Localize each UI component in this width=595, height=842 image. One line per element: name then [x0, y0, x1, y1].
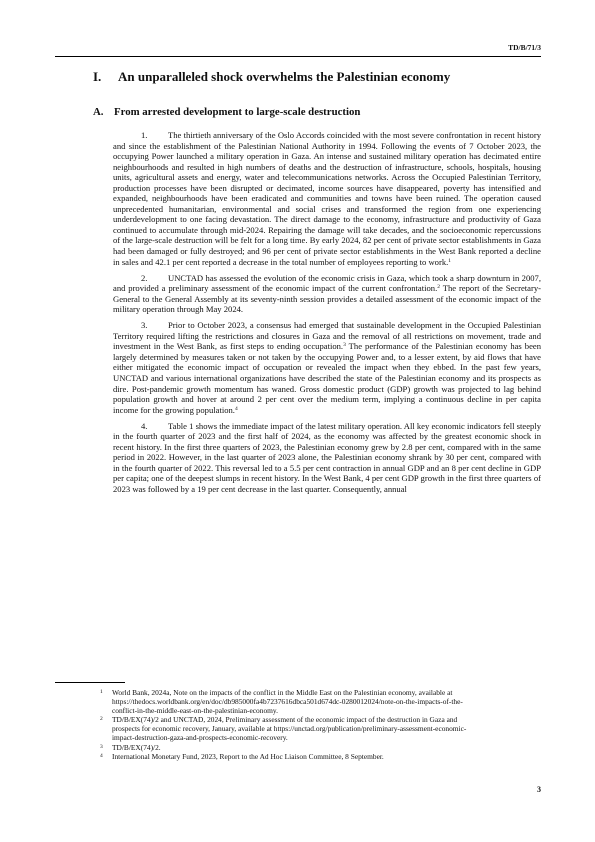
footnote-2 [100, 715, 472, 742]
footnote-3 [100, 743, 472, 752]
footnote-ref: 4 [234, 405, 238, 412]
body-text [113, 130, 541, 500]
footnote-number: 4 [100, 752, 103, 759]
section-letter: A. [93, 106, 104, 118]
footnote-ref: 2 [437, 284, 441, 291]
paragraph-text: Table 1 shows the immediate impact of the latest military operation. All key economic indicators fell steeply in the fourth quarter of 2023 and the first half of 2024, as the economy was affected by the greatest economic shock in recent history. In the first three quarters of 2023, the Palestinian economy grew by 2.8 per cent, compared with in the same period in 2022. However, in the last quarter of 2023 alone, the Palestinian economy shrank by 30 per cent, compared with in the fourth quarter of 2022. This reversal led to a 5.5 per cent contraction in annual GDP and an 8 per cent decline in GDP per capita; one of the deepest slumps in recent history. In the West Bank, 4 per cent GDP growth in the first three quarters of 2023 was followed by a 19 per cent decrease in the last quarter. Consequently, annual [113, 420, 541, 494]
paragraph-number: 2. [141, 272, 148, 283]
footnote-number: 1 [100, 689, 103, 695]
paragraph-text: The report of the Secretary-General to the General Assembly at its seventy-ninth session provides a detailed assessment of the economic impact of the military operation through May 2024. [113, 283, 542, 315]
page-number: 3 [537, 785, 541, 794]
chapter-number: I. [93, 69, 102, 84]
paragraph-text: The performance of the Palestinian economy has been largely determined by measures taken or not taken by the occupying Power and, to a lesser extent, by aid flows that have either mitigated the economic impact of occupation or revealed the impact when they ebbed. In the past few years, UNCTAD and various international organizations have described the state of the Palestinian economy and its prospects as dire. Post-pandemic growth momentum has waned. Gross domestic product (GDP) growth was projected to lag behind population growth and hover at around 2 per cent over the medium term, implying a continuous decline in per capita income for the growing population. [113, 341, 541, 415]
paragraph-2 [113, 273, 541, 315]
footnote-separator [55, 682, 125, 683]
footnote-ref: 1 [448, 257, 452, 264]
chapter-heading [93, 69, 533, 85]
footnote-1 [100, 688, 472, 715]
paragraph-4 [113, 421, 541, 495]
paragraph-1 [113, 130, 541, 267]
footnote-text: TD/B/EX(74)/2 and UNCTAD, 2024, Preliminary assessment of the economic impact of the destruction in Gaza and prospects for economic recovery, January, available at https://unctad.org/publication/preliminary-assessment-economic-impact-destruction-gaza-and-prospects-economic-recovery. [112, 715, 467, 743]
footnote-ref: 3 [343, 342, 346, 349]
footnote-text: TD/B/EX(74)/2. [112, 742, 161, 752]
footnotes [100, 688, 472, 761]
paragraph-text: UNCTAD has assessed the evolution of the economic crisis in Gaza, which took a sharp downturn in 2007, and provided a preliminary assessment of the economic impact of the current confrontation. [113, 272, 541, 294]
chapter-title: An unparalleled shock overwhelms the Palestinian economy [118, 69, 451, 84]
footnote-number: 3 [100, 743, 103, 750]
paragraph-number: 4. [141, 420, 148, 431]
paragraph-text: Prior to October 2023, a consensus had emerged that sustainable development in the Occupied Palestinian Territory required lifting the restrictions and closures in Gaza and the removal of all restrictions on movement, trade and investment in the West Bank, as first steps to ending occupation. [113, 320, 541, 352]
footnote-number: 2 [100, 716, 103, 723]
paragraph-number: 1. [141, 130, 148, 140]
document-symbol: TD/B/71/3 [508, 43, 541, 52]
paragraph-text: The thirtieth anniversary of the Oslo Accords coincided with the most severe confrontation in recent history and since the establishment of the Palestinian National Authority in 1994. Following the events of 7 October 2023, the occupying Power launched a military operation in Gaza. An intense and sustained military operation has decimated entire neighbourhoods and resulted in high numbers of deaths and the destruction of infrastructure, schools, hospitals, housing units, agricultural assets and energy, water and telecommunications networks. Across the Occupied Palestinian Territory, production processes have been disrupted or decimated, income sources have disappeared, poverty has intensified and expanded, neighbourhoods have been eradicated and communities and towns have been ruined. The operation caused unprecedented humanitarian, environmental and social crises and transformed the region from one experiencing underdevelopment to one facing devastation. The direct damage to the economy, infrastructure and productivity of Gaza continued to accumulate through mid-2024. Repairing the damage will take decades, and the socioeconomic repercussions of the large-scale destruction will be felt for a long time. By early 2024, 82 per cent of private sector establishments in Gaza had been damaged or fully destroyed; and 96 per cent of private sector establishments in the West Bank reported a decline in sales and 42.1 per cent reported a decrease in the total number of employees reporting to work. [113, 130, 541, 267]
footnote-text: World Bank, 2024a, Note on the impacts of the conflict in the Middle East on the Palestinian economy, available at https://thedocs.worldbank.org/en/doc/db985000fa4b7237616dbca501d674dc-0280012024/note-on-the-impacts-of-the-conflict-in-the-middle-east-on-the-palestinian-economy. [112, 688, 463, 716]
paragraph-3 [113, 320, 541, 415]
header-rule [55, 56, 541, 57]
paragraph-number: 3. [141, 320, 148, 331]
footnote-4 [100, 752, 472, 761]
section-title: From arrested development to large-scale destruction [114, 106, 361, 118]
footnote-text: International Monetary Fund, 2023, Report to the Ad Hoc Liaison Committee, 8 September. [112, 751, 384, 761]
section-heading [93, 106, 533, 119]
